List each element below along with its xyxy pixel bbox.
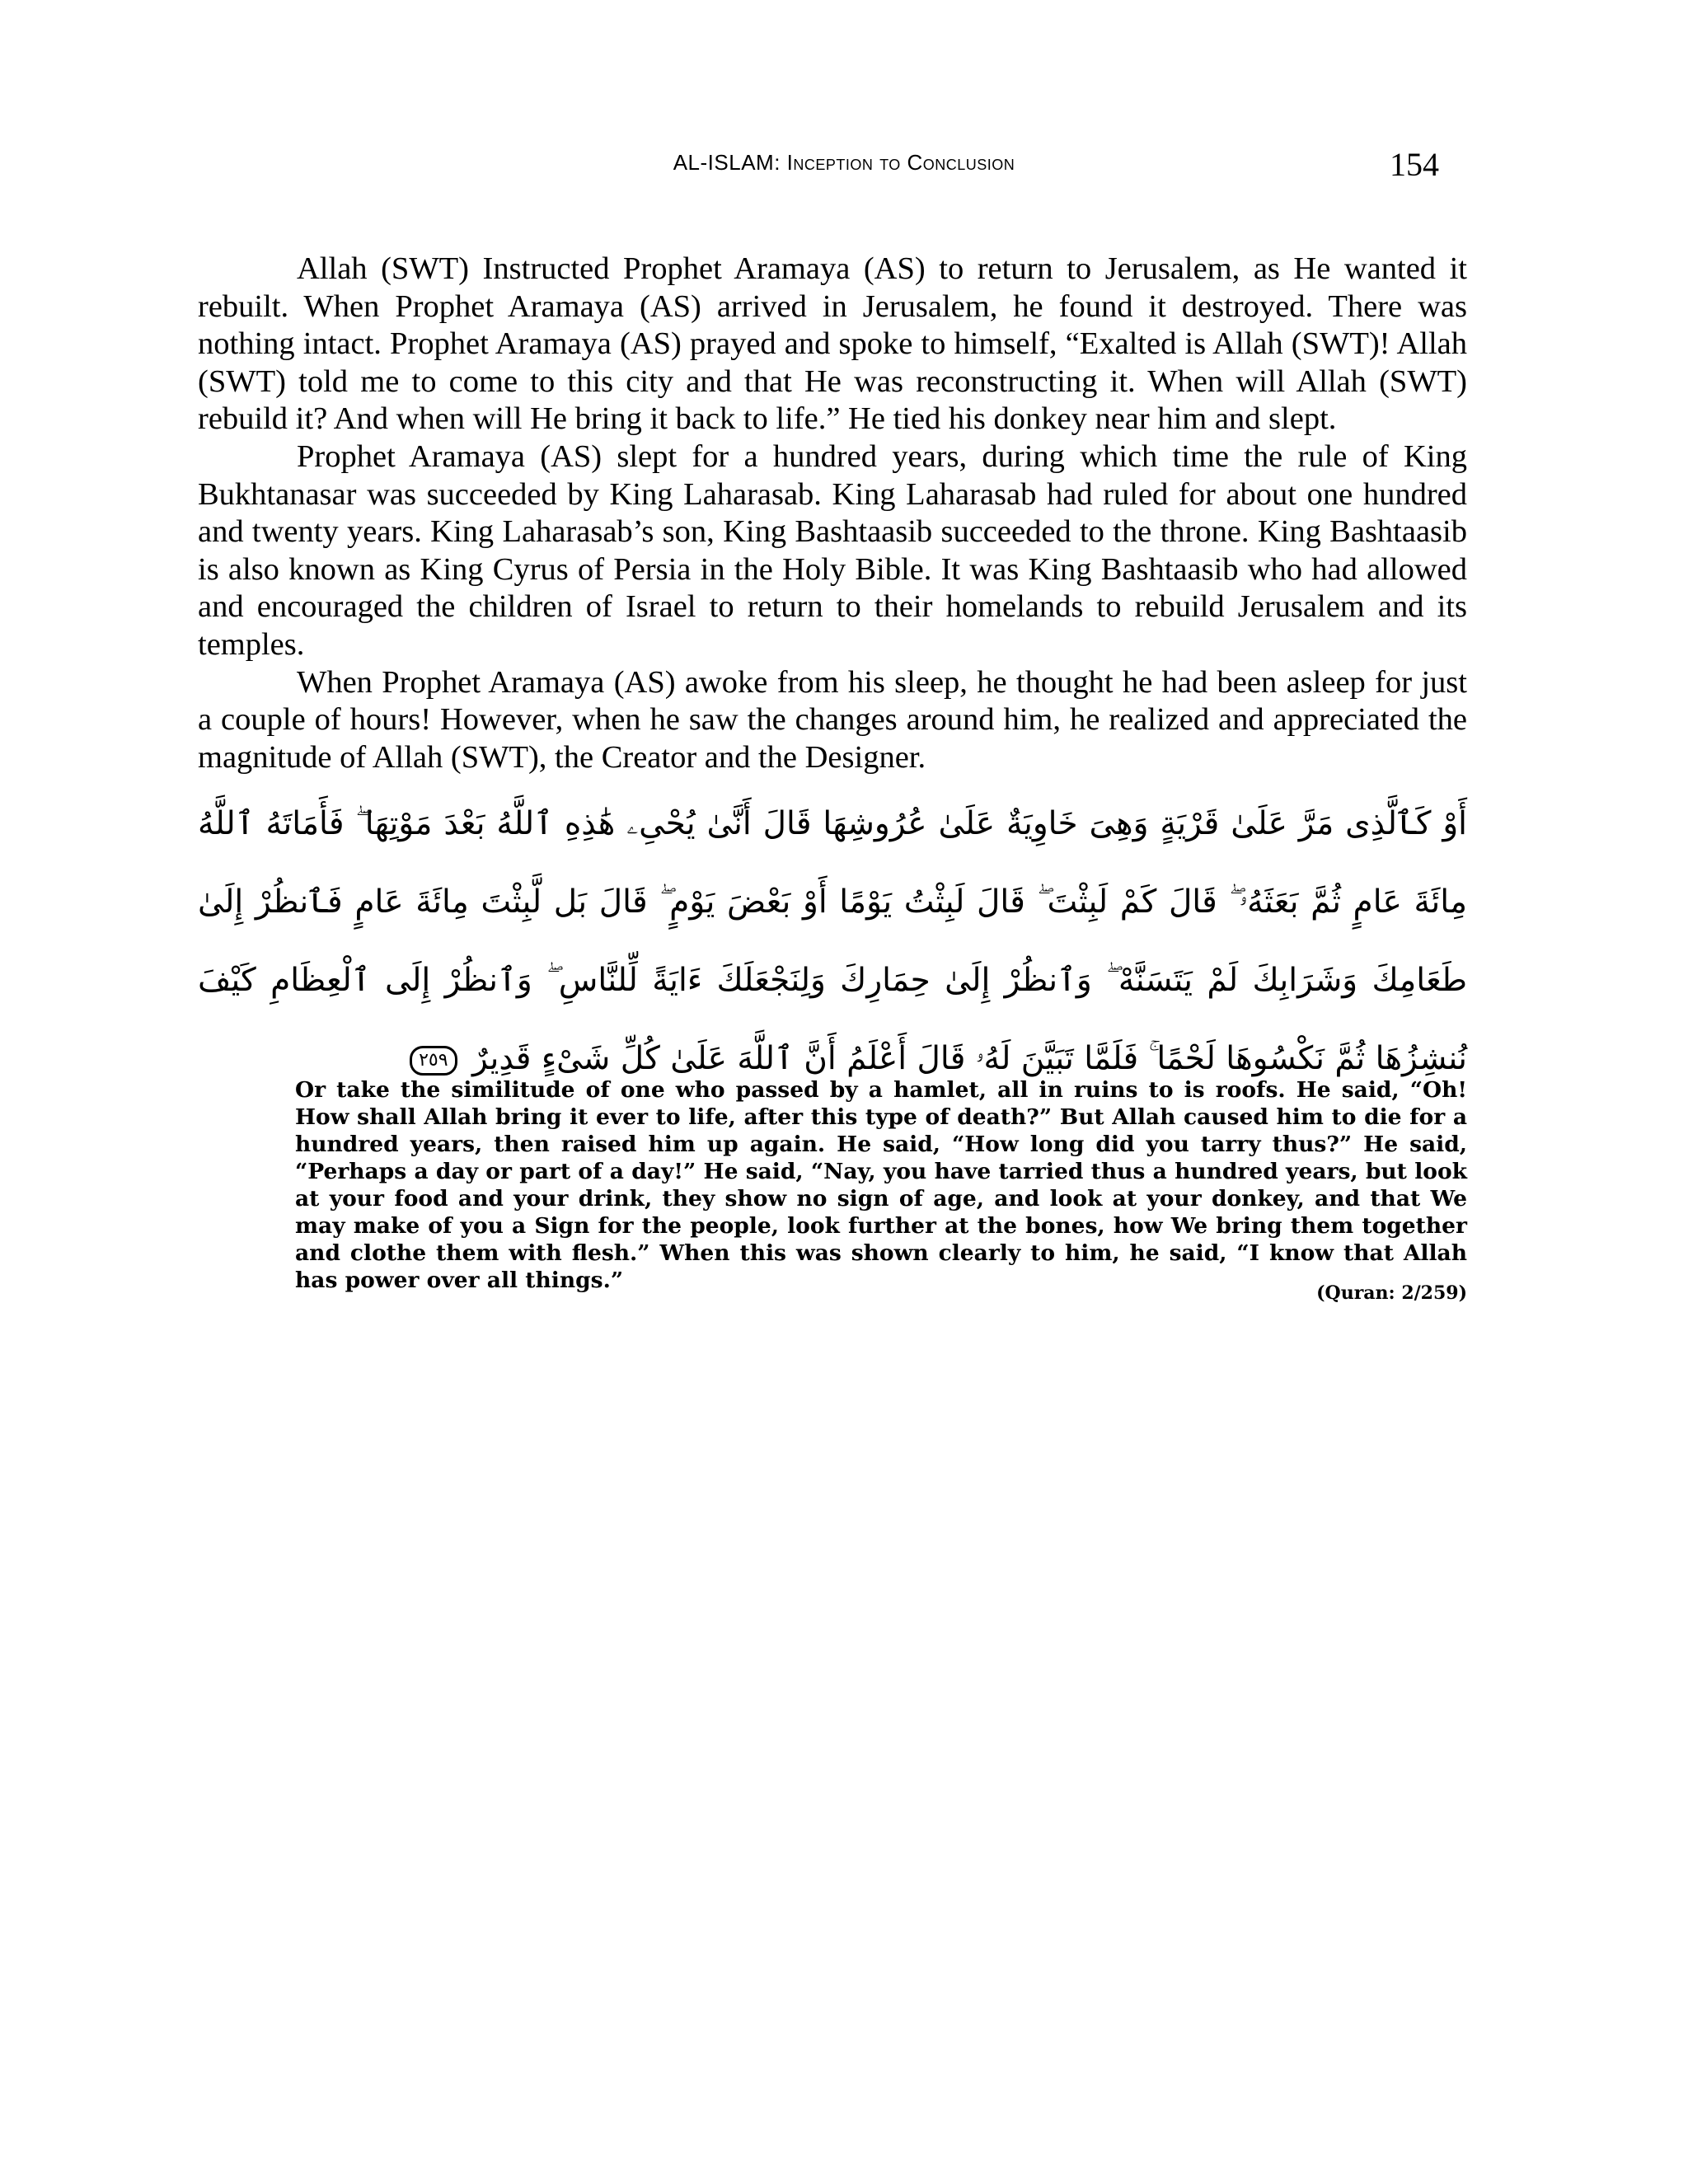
verse-translation: Or take the similitude of one who passed by a hamlet, all in ruins to is roofs. He said, “Oh! How shall Allah bring it ever to life, after this type of death?” But Allah caused him to die for a hundred years, then raised him up again. He said, “How long did you tarry thus?” He said, “Perhaps a day or part of a day!” He said, “Nay, you have tarried thus a hundred years, but look at your food and your drink, they show no sign of age, and look at your donkey, and that We may make of you a Sign for the people, look further at the bones, how We bring them together and clothe them with flesh.” When this was shown clearly to him, he said, “I know that Allah has power over all things.”: [295, 1077, 1467, 1293]
ayah-number-marker: ٢٥٩: [410, 1046, 457, 1076]
arabic-verse-text: أَوْ كَٱلَّذِى مَرَّ عَلَىٰ قَرْيَةٍ وَهِىَ خَاوِيَةٌ عَلَىٰ عُرُوشِهَا قَالَ أَنَّىٰ يُحْىِۦ هَٰذِهِ ٱللَّهُ بَعْدَ مَوْتِهَا ۖ فَأَمَاتَهُ ٱللَّهُ مِائَةَ عَامٍ ثُمَّ بَعَثَهُۥ ۖ قَالَ كَمْ لَبِثْتَ ۖ قَالَ لَبِثْتُ يَوْمًا أَوْ بَعْضَ يَوْمٍ ۖ قَالَ بَل لَّبِثْتَ مِائَةَ عَامٍ فَٱنظُرْ إِلَىٰ طَعَامِكَ وَشَرَابِكَ لَمْ يَتَسَنَّهْ ۖ وَٱنظُرْ إِلَىٰ حِمَارِكَ وَلِنَجْعَلَكَ ءَايَةً لِّلنَّاسِ ۖ وَٱنظُرْ إِلَى ٱلْعِظَامِ كَيْفَ نُنشِزُهَا ثُمَّ نَكْسُوهَا لَحْمًا ۚ فَلَمَّا تَبَيَّنَ لَهُۥ قَالَ أَعْلَمُ أَنَّ ٱللَّهَ عَلَىٰ كُلِّ شَىْءٍ قَدِيرٌ: [198, 805, 1467, 1077]
page-number: 154: [1390, 146, 1439, 183]
paragraph: Prophet Aramaya (AS) slept for a hundred years, during which time the rule of King Bukhtanasar was succeeded by King Laharasab. King Laharasab had ruled for about one hundred and twenty years. King Laharasab’s son, King Bashtaasib succeeded to the throne. King Bashtaasib is also known as King Cyrus of Persia in the Holy Bible. It was King Bashtaasib who had allowed and encouraged the children of Israel to return to their homelands to rebuild Jerusalem and its temples.: [198, 438, 1467, 662]
arabic-verse: [198, 785, 1467, 1098]
paragraph: When Prophet Aramaya (AS) awoke from his sleep, he thought he had been asleep for just a couple of hours! However, when he saw the changes around him, he realized and appreciated the magnitude of Allah (SWT), the Creator and the Designer.: [198, 664, 1467, 775]
verse-citation: (Quran: 2/259): [1316, 1282, 1467, 1304]
running-header: AL-ISLAM: Inception to Conclusion: [673, 150, 1015, 175]
body-text: [198, 251, 1467, 776]
paragraph: Allah (SWT) Instructed Prophet Aramaya (AS) to return to Jerusalem, as He wanted it rebuilt. When Prophet Aramaya (AS) arrived in Jerusalem, he found it destroyed. There was nothing intact. Prophet Aramaya (AS) prayed and spoke to himself, “Exalted is Allah (SWT)! Allah (SWT) told me to come to this city and that He was reconstructing it. When will Allah (SWT) rebuild it? And when will He bring it back to life.” He tied his donkey near him and slept.: [198, 251, 1467, 437]
